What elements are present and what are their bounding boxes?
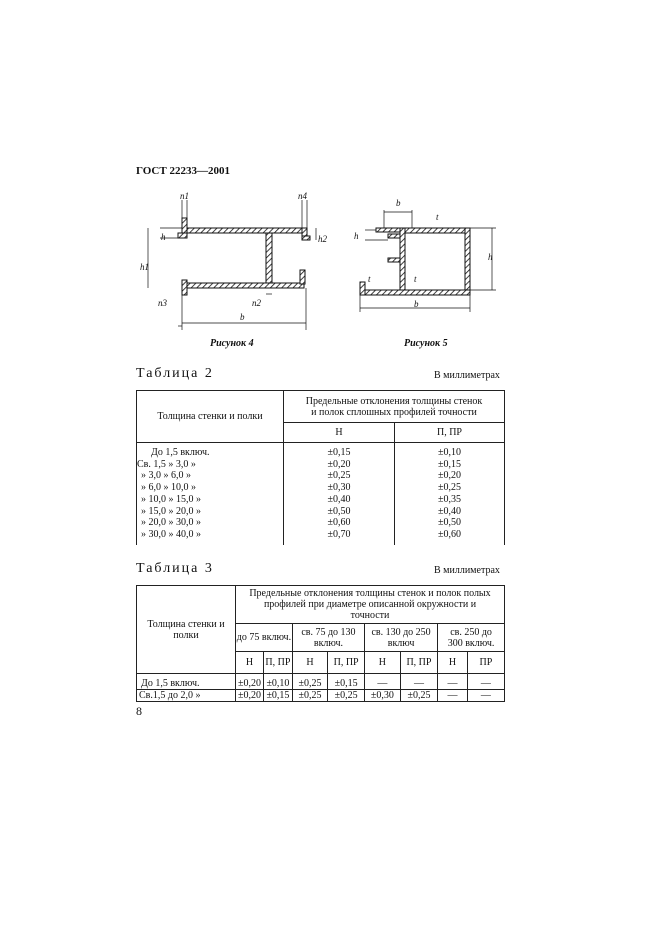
table3-subheader: Н [292,652,327,674]
table-cell: ±0,25 [328,690,365,702]
table-cell: ±0,30 [365,690,401,702]
table-cell: » 6,0 » 10,0 » [141,482,196,494]
table3-range-1: до 75 включ. [236,624,293,652]
table-cell: » 30,0 » 40,0 » [141,528,201,540]
table3-range-2: св. 75 до 130 включ. [292,624,364,652]
table-cell: Св.1,5 до 2,0 » [137,690,236,702]
fig4-label-h: h [161,232,166,242]
table-cell: ±0,25 [292,674,327,690]
table-cell: ±0,10 [438,447,461,458]
fig5-label-h-left: h [354,231,359,241]
table3-subheader: ПР [467,652,504,674]
table-cell: ±0,40 [438,505,461,517]
table-cell: ±0,25 [400,690,437,702]
table2-p-pr-column [395,443,505,545]
table-cell: » 3,0 » 6,0 » [141,470,191,482]
page-number: 8 [136,704,142,718]
fig5-label-b-bottom: b [414,299,419,309]
fig5-label-t-left: t [368,274,371,284]
fig4-label-n1: n1 [180,191,189,201]
table3-col-header-thickness: Толщина стенки и полки [137,586,236,674]
table3-subheader: Н [438,652,468,674]
fig5-label-h-right: h [488,252,493,262]
table2-title: Таблица 2 [136,366,214,381]
fig4-label-b: b [240,312,245,322]
table-cell: ±0,20 [438,470,461,482]
table-cell: ±0,15 [264,690,293,702]
table-cell: — [467,674,504,690]
table-cell: ±0,25 [327,470,351,482]
table-cell: ±0,15 [328,674,365,690]
table-cell: ±0,50 [438,517,461,529]
fig4-label-n3: n3 [158,298,167,308]
table-cell: ±0,35 [438,493,461,505]
table-3 [136,585,505,702]
table-cell: ±0,50 [327,505,351,517]
table3-range-4: св. 250 до 300 включ. [438,624,505,652]
table-cell: ±0,20 [236,690,264,702]
table-cell: — [438,690,468,702]
table-row [137,690,505,702]
table-cell: ±0,60 [327,517,351,529]
table3-title: Таблица 3 [136,561,214,576]
table2-units: В миллиметрах [434,370,500,381]
figure-5-caption: Рисунок 5 [404,338,448,349]
table3-subheader: П, ПР [400,652,437,674]
table2-group-header: Предельные отклонения толщины стенок и полок сплошных профилей точности [284,391,505,423]
table-cell: ±0,15 [327,447,351,458]
table3-subheader: Н [365,652,401,674]
fig4-label-h1: h1 [140,262,149,272]
table3-range-3: св. 130 до 250 включ [365,624,438,652]
table-cell: » 10,0 » 15,0 » [141,493,201,505]
table-cell: ±0,20 [236,674,264,690]
table-cell: До 1,5 включ. [151,447,210,458]
figure-4-dimensions [148,200,316,330]
table-cell: ±0,15 [438,458,461,470]
table3-group-header: Предельные отклонения толщины стенок и полок полых профилей при диаметре описанной окружности и точности [236,586,505,624]
table-cell: ±0,60 [438,528,461,540]
figure-4-caption: Рисунок 4 [210,338,254,349]
table-cell: — [400,674,437,690]
table-cell: До 1,5 включ. [137,674,236,690]
table2-subheader-n: Н [284,423,395,443]
table3-subheader: Н [236,652,264,674]
table-cell: ±0,25 [438,482,461,494]
figure-5-dimensions [360,210,496,312]
figures-drawing [130,190,510,330]
table-cell: » 20,0 » 30,0 » [141,517,201,529]
table2-col-header-thickness: Толщина стенки и полки [137,391,284,443]
figure-5-drawing [360,228,470,295]
table-cell: — [438,674,468,690]
table-cell: ±0,40 [327,493,351,505]
table2-thickness-column [137,443,284,545]
fig5-label-t-top: t [436,212,439,222]
fig4-label-h2: h2 [318,234,327,244]
table3-subheader: П, ПР [328,652,365,674]
table-cell: Св. 1,5 » 3,0 » [137,458,196,470]
table3-subheader: П, ПР [264,652,293,674]
fig5-label-t-mid: t [414,274,417,284]
table-cell: ±0,30 [327,482,351,494]
table-cell: ±0,10 [264,674,293,690]
table-2 [136,390,505,545]
table3-units: В миллиметрах [434,565,500,576]
table-cell: — [467,690,504,702]
table-cell: » 15,0 » 20,0 » [141,505,201,517]
fig5-label-b-top: b [396,198,401,208]
table-cell: — [365,674,401,690]
document-header: ГОСТ 22233—2001 [136,165,230,177]
figure-4-drawing [178,218,310,295]
fig4-label-n4: n4 [298,191,307,201]
table-cell: ±0,25 [292,690,327,702]
table-cell: ±0,20 [327,458,351,470]
table2-subheader-p-pr: П, ПР [395,423,505,443]
table2-n-column [284,443,395,545]
table-row [137,674,505,690]
fig4-label-n2: n2 [252,298,261,308]
table-cell: ±0,70 [327,528,351,540]
